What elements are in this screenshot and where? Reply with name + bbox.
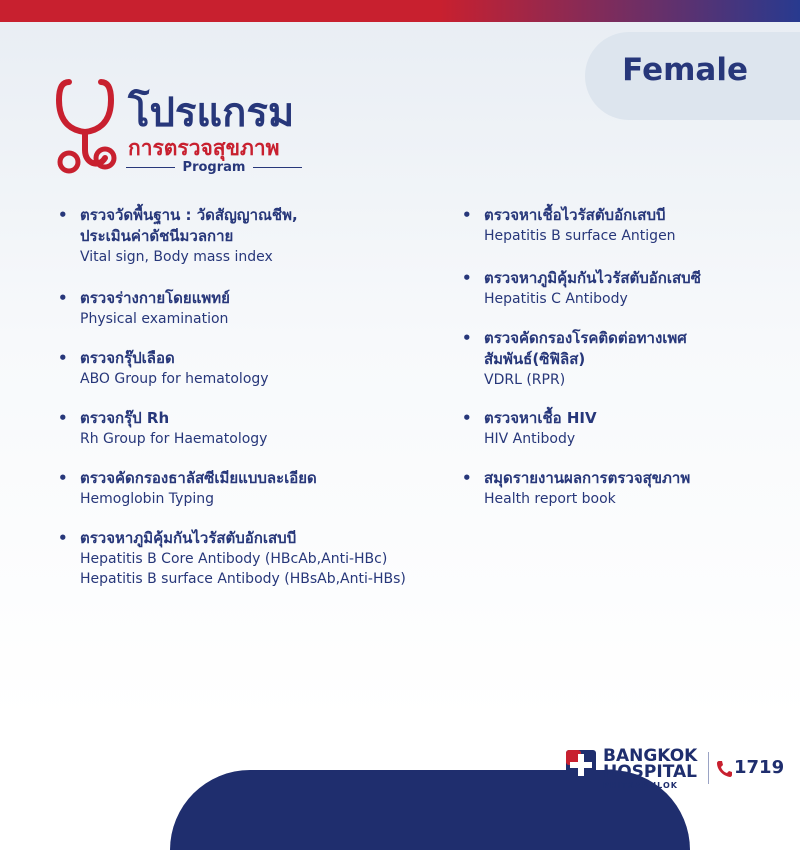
item-thai-label: ตรวจหาเชื้อไวรัสตับอักเสบบี — [484, 206, 666, 224]
item-thai-label: ตรวจคัดกรองธาลัสซีเมียแบบละเอียด — [80, 469, 317, 487]
item-english-label: Hemoglobin Typing — [80, 491, 214, 507]
hospital-branch: PHITSANULOK — [603, 781, 678, 790]
bullet: • — [58, 529, 68, 547]
item-thai-label: ตรวจหาภูมิคุ้มกันไวรัสตับอักเสบบี — [80, 529, 297, 547]
stethoscope-icon — [55, 78, 125, 178]
item-english-label: Rh Group for Haematology — [80, 431, 268, 447]
list-item — [462, 268, 701, 309]
hospital-name-line2: HOSPITAL — [603, 762, 697, 782]
item-thai-label: ตรวจร่างกายโดยแพทย์ — [80, 289, 230, 307]
bangkok-hospital-logo-icon — [566, 750, 596, 780]
item-thai-label: สมุดรายงานผลการตรวจสุขภาพ — [484, 469, 691, 487]
program-title: โปรแกรม — [128, 90, 295, 136]
hospital-name — [603, 748, 697, 780]
item-english-label: Health report book — [484, 491, 616, 507]
program-caption — [126, 160, 302, 175]
item-english-label: HIV Antibody — [484, 431, 576, 447]
list-item — [462, 328, 687, 390]
item-thai-label: สัมพันธ์(ซิฟิลิส) — [484, 350, 586, 368]
item-thai-label: ตรวจกรุ๊ป Rh — [80, 409, 170, 427]
divider-line — [126, 167, 175, 169]
item-thai-label: ตรวจคัดกรองโรคติดต่อทางเพศ — [484, 329, 687, 347]
bullet: • — [58, 349, 68, 367]
list-item — [58, 205, 298, 267]
item-thai-label: ตรวจหาเชื้อ HIV — [484, 409, 597, 427]
list-item — [58, 468, 317, 509]
item-thai-label: ตรวจกรุ๊ปเลือด — [80, 349, 175, 367]
list-item — [58, 408, 267, 449]
bullet: • — [462, 269, 472, 287]
bullet: • — [462, 469, 472, 487]
bullet: • — [462, 409, 472, 427]
item-english-label: Physical examination — [80, 311, 229, 327]
hotline-number: 1719 — [734, 757, 785, 778]
bullet: • — [462, 329, 472, 347]
item-english-label: Hepatitis B surface Antibody (HBsAb,Anti-HBs) — [80, 571, 406, 587]
item-english-label: ABO Group for hematology — [80, 371, 269, 387]
bullet: • — [58, 206, 68, 224]
hospital-name-line1: BANGKOK — [603, 746, 698, 766]
gender-tab-label: Female — [622, 52, 748, 88]
top-color-bar — [0, 0, 800, 22]
program-subtitle: การตรวจสุขภาพ — [128, 136, 280, 160]
phone-icon — [716, 760, 732, 778]
item-english-label: Hepatitis B Core Antibody (HBcAb,Anti-HBc) — [80, 551, 388, 567]
list-item — [462, 468, 690, 509]
list-item — [462, 205, 676, 246]
list-item — [58, 348, 269, 389]
item-thai-label: ตรวจหาภูมิคุ้มกันไวรัสตับอักเสบซี — [484, 269, 701, 287]
item-thai-label: ตรวจวัดพื้นฐาน : วัดสัญญาณชีพ, — [80, 206, 298, 224]
bullet: • — [462, 206, 472, 224]
bullet: • — [58, 409, 68, 427]
item-english-label: Hepatitis B surface Antigen — [484, 228, 676, 244]
item-thai-label: ประเมินค่าดัชนีมวลกาย — [80, 227, 234, 245]
divider-line — [253, 167, 302, 169]
list-item — [58, 528, 406, 589]
bullet: • — [58, 469, 68, 487]
list-item — [58, 288, 230, 329]
program-caption-text: Program — [182, 160, 246, 175]
item-english-label: Hepatitis C Antibody — [484, 291, 628, 307]
bullet: • — [58, 289, 68, 307]
item-english-label: VDRL (RPR) — [484, 372, 566, 388]
list-item — [462, 408, 597, 449]
footer-divider — [708, 752, 709, 784]
item-english-label: Vital sign, Body mass index — [80, 249, 273, 265]
